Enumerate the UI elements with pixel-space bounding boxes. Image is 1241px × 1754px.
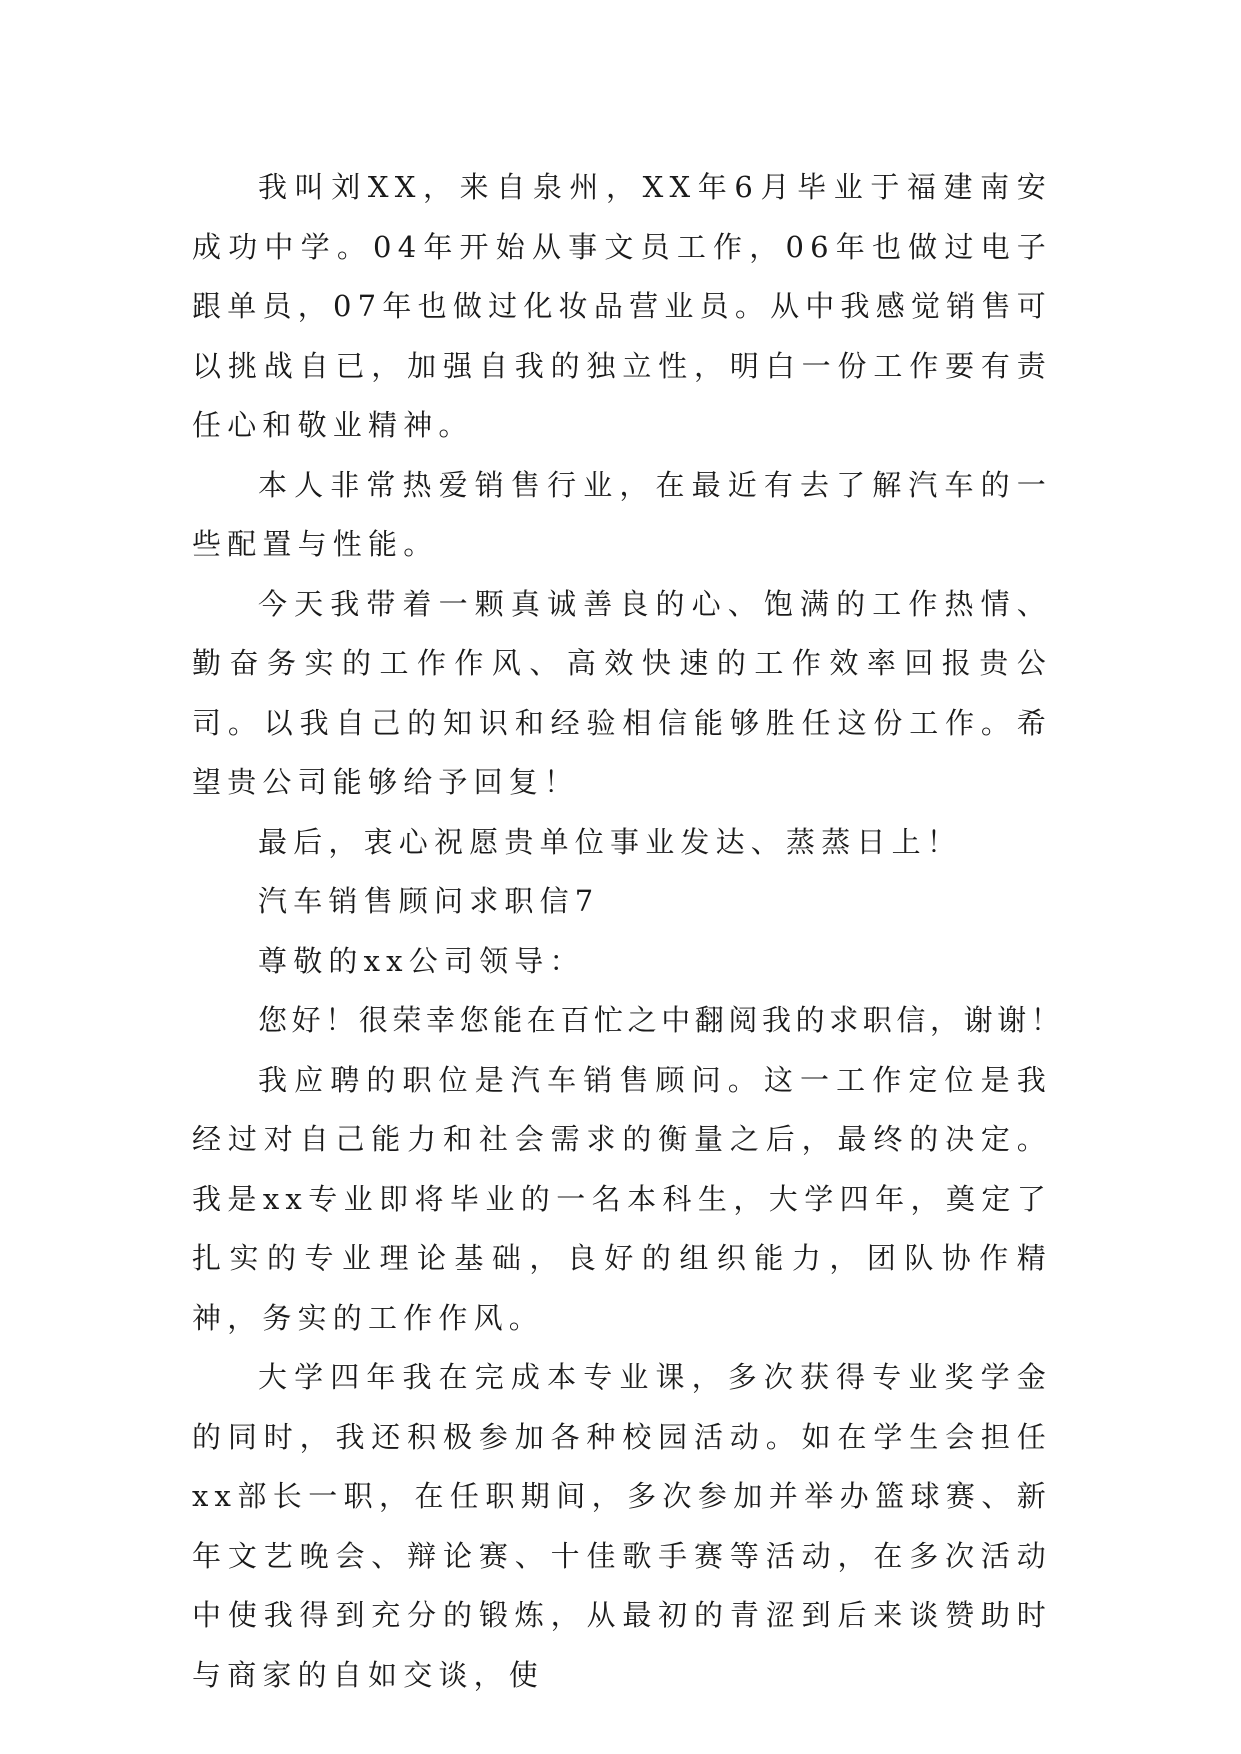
paragraph-sales-interest: 本人非常热爱销售行业，在最近有去了解汽车的一些配置与性能。 bbox=[192, 467, 1052, 561]
document-body bbox=[192, 158, 1065, 1705]
salutation: 尊敬的xx公司领导： bbox=[258, 943, 585, 978]
paragraph-self-intro: 我叫刘XX，来自泉州，XX年6月毕业于福建南安成功中学。04年开始从事文员工作，06年也做过电子跟单员，07年也做过化妆品营业员。从中我感觉销售可以挑战自已，加强自我的独立性，明白一份工作要有责任心和敬业精神。 bbox=[192, 170, 1052, 442]
paragraph-commitment: 今天我带着一颗真诚善良的心、饱满的工作热情、勤奋务实的工作作风、高效快速的工作效率回报贵公司。以我自己的知识和经验相信能够胜任这份工作。希望贵公司能够给予回复！ bbox=[192, 586, 1052, 799]
paragraph-position: 我应聘的职位是汽车销售顾问。这一工作定位是我经过对自己能力和社会需求的衡量之后，最终的决定。我是xx专业即将毕业的一名本科生，大学四年，奠定了扎实的专业理论基础，良好的组织能力，团队协作精神，务实的工作作风。 bbox=[192, 1062, 1052, 1335]
section-title: 汽车销售顾问求职信7 bbox=[258, 884, 600, 918]
greeting: 您好！很荣幸您能在百忙之中翻阅我的求职信，谢谢！ bbox=[258, 1003, 1065, 1037]
paragraph-closing-wish: 最后，衷心祝愿贵单位事业发达、蒸蒸日上！ bbox=[258, 824, 963, 859]
paragraph-university: 大学四年我在完成本专业课，多次获得专业奖学金的同时，我还积极参加各种校园活动。如在学生会担任xx部长一职，在任职期间，多次参加并举办篮球赛、新年文艺晚会、辩论赛、十佳歌手赛等活动，在多次活动中使我得到充分的锻炼，从最初的青涩到后来谈赞助时与商家的自如交谈，使 bbox=[192, 1360, 1052, 1692]
